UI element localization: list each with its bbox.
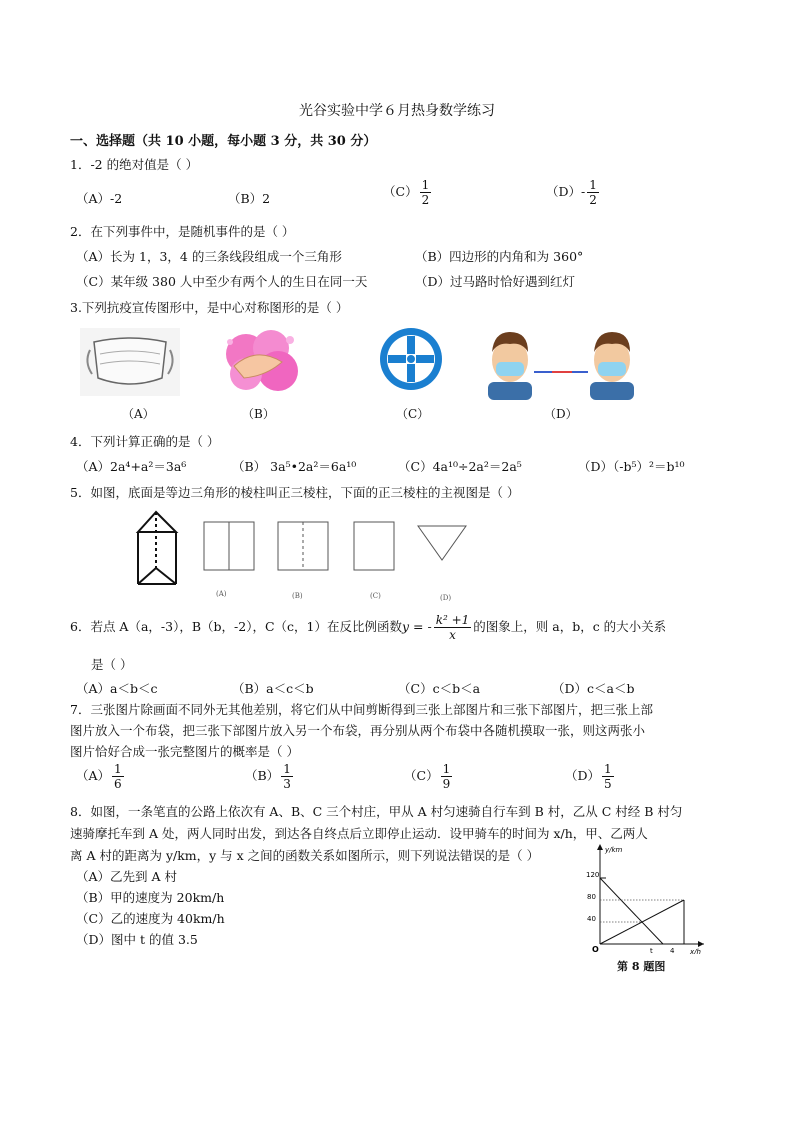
q1-option-b: （B）2 — [228, 191, 271, 206]
q4-option-a: （A）2a⁴+a²＝3a⁶ — [76, 459, 187, 474]
q2-stem: 2．在下列事件中，是随机事件的是（ ） — [70, 224, 295, 239]
x-tick-t: t — [650, 947, 653, 954]
series-line-yi — [600, 878, 663, 944]
q6-stem-pre: 6．若点 A（a，-3），B（b，-2），C（c，1）在反比例函数 — [70, 619, 402, 634]
view-a — [204, 522, 254, 570]
q8-line3: 离 A 村的距离为 y/km，y 与 x 之间的函数关系如图所示，则下列说法错误的是（ ） — [70, 848, 540, 863]
q8-chart — [586, 840, 710, 954]
q2-option-c: （C）某年级 380 人中至少有两个人的生日在同一天 — [76, 274, 368, 289]
q6-func-fraction: $\frac{\text{k² +1}}{x}$ — [435, 613, 470, 642]
q2-option-d: （D）过马路时恰好遇到红灯 — [415, 274, 576, 289]
y-tick-40: 40 — [587, 915, 596, 923]
q7-line3: 图片恰好合成一张完整图片的概率是（ ） — [70, 744, 299, 759]
x-axis-label: x/h — [690, 948, 701, 954]
q8-line1: 8．如图，一条笔直的公路上依次有 A、B、C 三个村庄，甲从 A 村匀速骑自行车到 B 村，乙从 C 村经 B 村匀 — [70, 804, 683, 819]
q2-option-b: （B）四边形的内角和为 360° — [415, 249, 584, 264]
q4-stem: 4．下列计算正确的是（ ） — [70, 434, 220, 449]
q5-stem: 5．如图，底面是等边三角形的棱柱叫正三棱柱，下面的正三棱柱的主视图是（ ） — [70, 485, 520, 500]
q8-line2: 速骑摩托车到 A 处，两人同时出发，到达各自终点后立即停止运动．设甲骑车的时间为 x/h，甲、乙两人 — [70, 826, 648, 841]
x-tick-4: 4 — [670, 947, 675, 954]
y-axis-arrow — [597, 844, 603, 850]
origin-label: O — [592, 945, 599, 954]
q7-line2: 图片放入一个布袋，把三张下部图片放入另一个布袋，再分别从两个布袋中各随机摸取一张，则这两张小 — [70, 723, 646, 738]
q4-option-b: （B） 3a⁵•2a²＝6a¹⁰ — [232, 459, 357, 474]
q3-label-a: （A） — [122, 407, 155, 421]
q6-option-c: （C）c＜b＜a — [398, 681, 481, 696]
q7-option-b: （B） $\frac{1}{3}$ — [245, 762, 291, 791]
q4-option-c: （C）4a¹⁰÷2a²＝2a⁵ — [398, 459, 522, 474]
view-b — [278, 522, 328, 570]
fan-image — [378, 326, 444, 392]
q3-label-c: （C） — [396, 407, 430, 421]
q1-option-d — [546, 178, 601, 207]
q5-label-a: (A) — [216, 590, 227, 598]
page-title: 光谷实验中学６月热身数学练习 — [299, 103, 495, 119]
q1-stem: 1．-2 的绝对值是（ ） — [70, 157, 199, 172]
y-tick-80: 80 — [587, 893, 596, 901]
q6-stem-post: 的图象上，则 a，b，c 的大小关系 — [473, 619, 667, 634]
q1-option-d-label: （D）- — [546, 184, 586, 199]
q4-option-d: （D）（-b⁵）²＝b¹⁰ — [578, 459, 685, 474]
y-axis-label: y/km — [605, 846, 623, 854]
view-c — [354, 522, 394, 570]
x-axis-arrow — [698, 941, 704, 947]
q5-label-d: (D) — [440, 594, 452, 602]
q3-stem: 3.下列抗疫宣传图形中，是中心对称图形的是（ ） — [70, 300, 349, 315]
q8-option-d: （D）图中 t 的值 3.5 — [76, 932, 198, 947]
section-heading: 一、选择题（共 10 小题，每小题 3 分，共 30 分） — [70, 134, 377, 149]
view-d — [418, 526, 466, 560]
prism-figures — [132, 508, 492, 590]
q6-func-lhs: y = - — [401, 619, 432, 634]
q7-option-a: （A） $\frac{1}{6}$ — [76, 762, 122, 791]
mask-image — [80, 328, 180, 396]
q5-label-b: (B) — [292, 592, 303, 600]
q1-option-d-fraction: $\frac{1}{2}$ — [589, 178, 597, 207]
q8-option-c: （C）乙的速度为 40km/h — [76, 911, 225, 926]
q3-label-d: （D） — [544, 407, 578, 421]
q7-line1: 7．三张图片除画面不同外无其他差别，将它们从中间剪断得到三张上部图片和三张下部图片，把三张上部 — [70, 702, 653, 717]
handwash-image — [216, 326, 306, 396]
q8-option-b: （B）甲的速度为 20km/h — [76, 890, 225, 905]
q1-option-c-label: （C） — [383, 184, 418, 199]
q1-option-a: （A）-2 — [76, 191, 123, 206]
q3-label-b: （B） — [242, 407, 275, 421]
triangular-prism — [138, 512, 176, 584]
q7-option-d: （D） $\frac{1}{5}$ — [565, 762, 612, 791]
q6-option-b: （B）a＜c＜b — [232, 681, 314, 696]
q5-label-c: (C) — [370, 592, 381, 600]
q1-option-c — [383, 178, 433, 207]
q8-caption: 第 8 题图 — [617, 960, 666, 973]
q2-option-a: （A）长为 1，3，4 的三条线段组成一个三角形 — [76, 249, 342, 264]
q6-option-a: （A）a＜b＜c — [76, 681, 158, 696]
y-tick-120: 120 — [586, 871, 600, 879]
q6-stem-line2: 是（ ） — [91, 657, 133, 672]
q7-option-c: （C） $\frac{1}{9}$ — [404, 762, 451, 791]
q1-option-c-fraction: $\frac{1}{2}$ — [421, 178, 430, 207]
q6-option-d: （D）c＜a＜b — [552, 681, 635, 696]
q8-option-a: （A）乙先到 A 村 — [76, 869, 178, 884]
q6-stem — [70, 613, 666, 642]
distance-image — [482, 322, 642, 400]
